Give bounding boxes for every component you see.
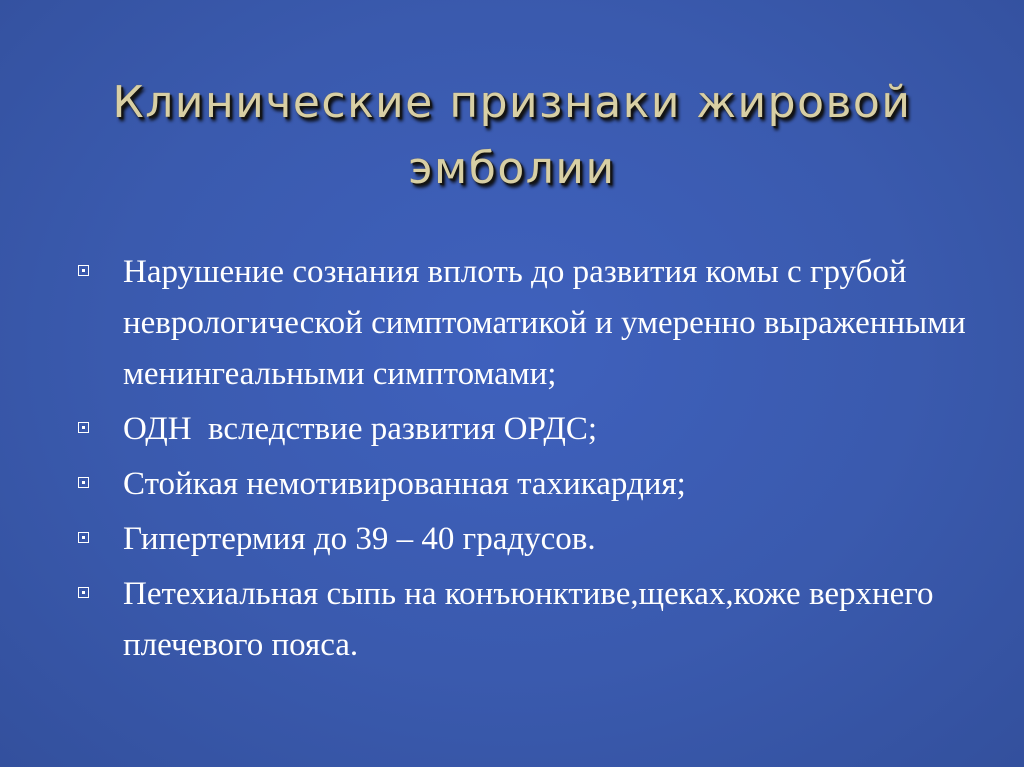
square-bullet-icon — [78, 477, 89, 488]
bullet-text: Петехиальная сыпь на конъюнктиве,щеках,коже верхнего плечевого пояса. — [123, 576, 934, 663]
bullet-text: Стойкая немотивированная тахикардия; — [123, 466, 686, 502]
square-bullet-icon — [78, 265, 89, 276]
bullet-text: Гипертермия до 39 – 40 градусов. — [123, 521, 596, 557]
bullet-text: Нарушение сознания вплоть до развития комы с грубой неврологической симптоматикой и умеренно выраженными менингеальными симптомами; — [123, 254, 966, 392]
bullet-item — [78, 514, 978, 565]
square-bullet-icon — [78, 532, 89, 543]
bullet-item — [78, 459, 978, 510]
bullet-item — [78, 247, 978, 400]
bullet-item — [78, 404, 978, 455]
bullet-list — [78, 247, 978, 675]
bullet-text: ОДН вследствие развития ОРДС; — [123, 411, 598, 447]
square-bullet-icon — [78, 422, 89, 433]
slide-title: Клинические признаки жировой эмболии — [112, 77, 912, 194]
square-bullet-icon — [78, 587, 89, 598]
bullet-item — [78, 569, 978, 671]
